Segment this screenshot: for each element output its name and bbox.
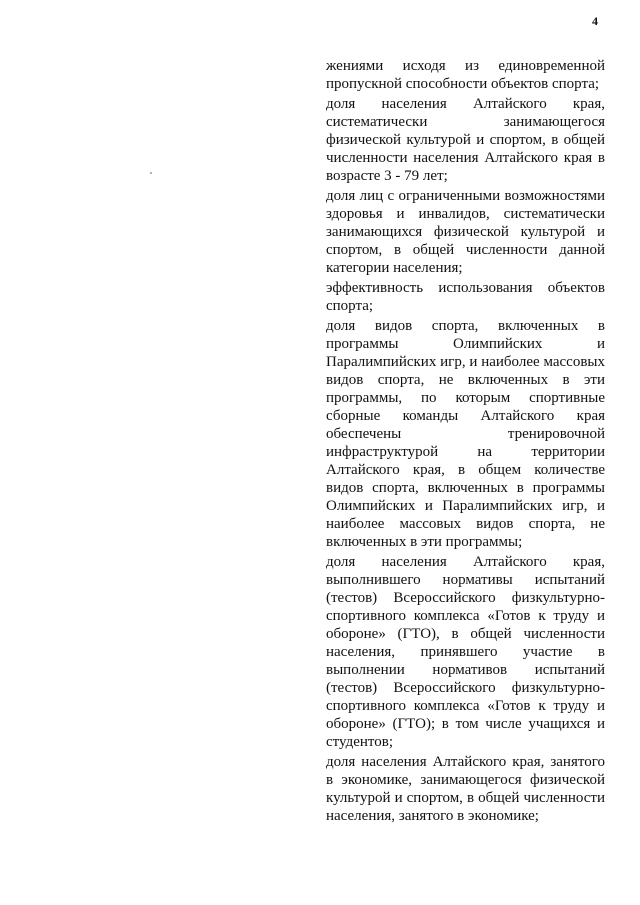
text-column (326, 57, 605, 827)
scan-speck (150, 172, 152, 174)
page-number: 4 (592, 14, 598, 28)
paragraph-employed-share: доля населения Алтайского края, занятого в экономике, занимающегося физической культурой и спортом, в общей численности населения, занятого в экономике; (326, 754, 605, 824)
paragraph-disabled-share: доля лиц с ограниченными возможностями здоровья и инвалидов, систематически занимающихся физической культурой и спортом, в общей численности данной категории населения; (326, 188, 605, 276)
paragraph-facility-efficiency: эффективность использования объектов спорта; (326, 280, 605, 314)
paragraph-population-share: доля населения Алтайского края, систематически занимающегося физической культурой и спортом, в общей численности населения Алтайского края в возрасте 3 - 79 лет; (326, 96, 605, 184)
paragraph-capacity: жениями исходя из единовременной пропускной способности объектов спорта; (326, 58, 605, 92)
paragraph-sport-types-share: доля видов спорта, включенных в программы Олимпийских и Паралимпийских игр, и наиболее массовых видов спорта, не включенных в эти программы, по которым спортивные сборные команды Алтайского края обеспечены тренировочной инфраструктурой на территории Алтайского края, в общем количестве видов спорта, включенных в программы Олимпийских и Паралимпийских игр, и наиболее массовых видов спорта, не включенных в эти программы; (326, 318, 605, 550)
paragraph-gto-share: доля населения Алтайского края, выполнившего нормативы испытаний (тестов) Всероссийского физкультурно-спортивного комплекса «Готов к труду и обороне» (ГТО), в общей численности населения, принявшего участие в выполнении нормативов испытаний (тестов) Всероссийского физкультурно-спортивного комплекса «Готов к труду и обороне» (ГТО); в том числе учащихся и студентов; (326, 554, 605, 750)
